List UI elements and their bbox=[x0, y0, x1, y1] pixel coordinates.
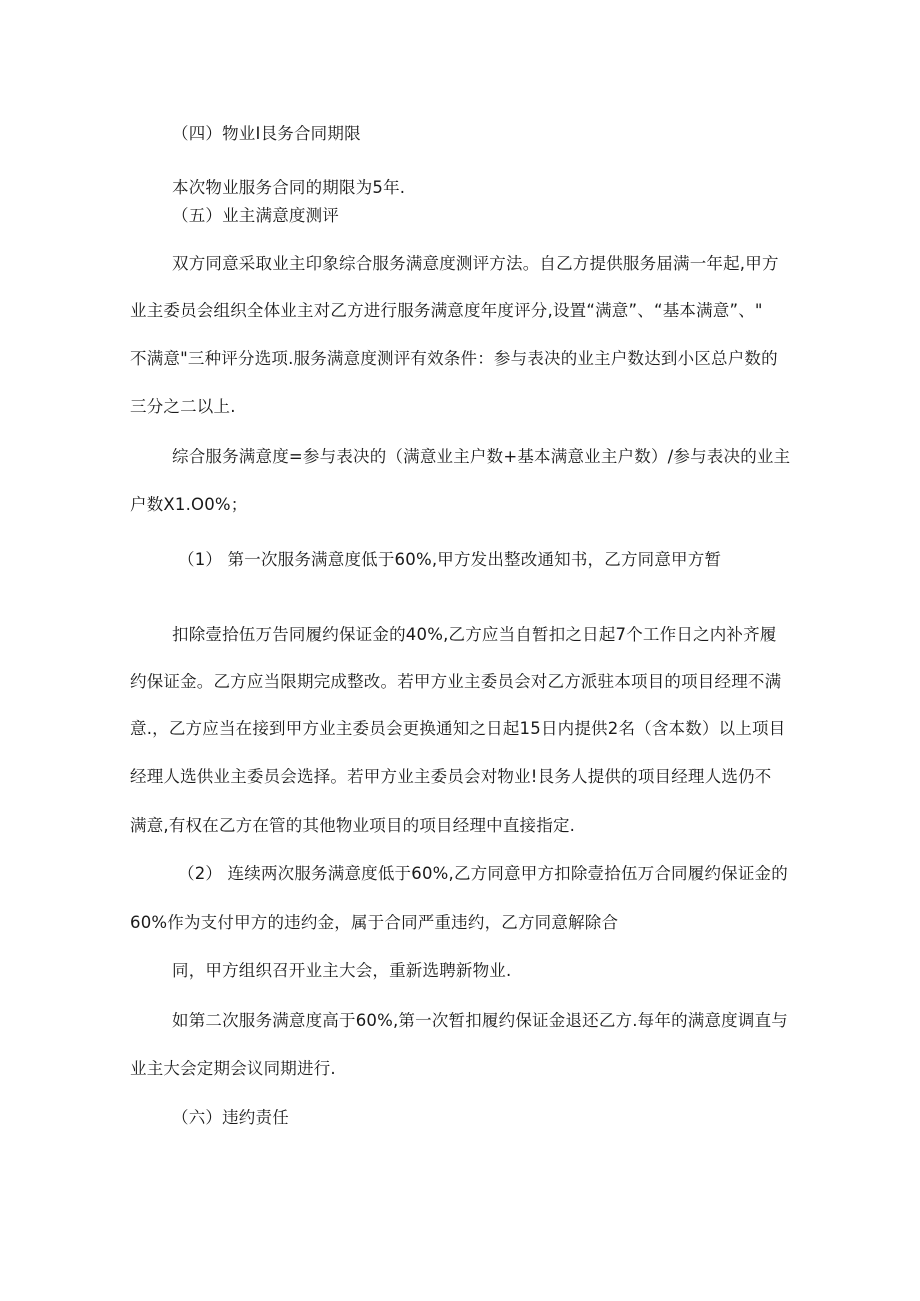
paragraph-line: 户数X1.O0%； bbox=[130, 495, 248, 514]
paragraph-line: 60%作为支付甲方的违约金，属于合同严重违约，乙方同意解除合 bbox=[130, 913, 619, 932]
paragraph-line: 扣除壹拾伍万告同履约保证金的40%,乙方应当自暂扣之日起7个工作日之内补齐履 bbox=[172, 625, 777, 644]
paragraph-line: 三分之二以上. bbox=[130, 397, 236, 416]
paragraph-line: 意.，乙方应当在接到甲方业主委员会更换通知之日起15日内提供2名（含本数）以上项目 bbox=[130, 719, 786, 738]
paragraph-line: 综合服务满意度=参与表决的（满意业主户数+基本满意业主户数）/参与表决的业主 bbox=[172, 447, 791, 466]
paragraph-line: 业主大会定期会议同期进行. bbox=[130, 1059, 336, 1078]
section-4-body: 本次物业服务合同的期限为5年. bbox=[172, 178, 406, 197]
paragraph-line: 如第二次服务满意度高于60%,第一次暂扣履约保证金退还乙方.每年的满意度调直与 bbox=[172, 1011, 788, 1030]
paragraph-line: 同，甲方组织召开业主大会，重新选聘新物业. bbox=[172, 961, 512, 980]
paragraph-line: 不满意"三种评分选项.服务满意度测评有效条件：参与表决的业主户数达到小区总户数的 bbox=[130, 349, 778, 368]
list-item-2: （2） 连续两次服务满意度低于60%,乙方同意甲方扣除壹拾伍万合同履约保证金的 bbox=[178, 864, 788, 883]
paragraph-line: 约保证金。乙方应当限期完成整改。若甲方业主委员会对乙方派驻本项目的项目经理不满 bbox=[130, 672, 782, 691]
paragraph-line: 满意,有权在乙方在管的其他物业项目的项目经理中直接指定. bbox=[130, 816, 576, 835]
section-6-heading: （六）违约责任 bbox=[172, 1108, 289, 1127]
paragraph-line: 经理人选供业主委员会选择。若甲方业主委员会对物业!艮务人提供的项目经理人选仍不 bbox=[130, 767, 772, 786]
paragraph-line: 业主委员会组织全体业主对乙方进行服务满意度年度评分,设置“满意”、“基本满意”、" bbox=[130, 301, 763, 320]
section-4-heading: （四）物业I艮务合同期限 bbox=[172, 124, 361, 143]
list-item-1: （1） 第一次服务满意度低于60%,甲方发出整改通知书，乙方同意甲方暂 bbox=[178, 550, 722, 569]
paragraph-line: 双方同意采取业主印象综合服务满意度测评方法。自乙方提供服务届满一年起,甲方 bbox=[172, 254, 779, 273]
section-5-heading: （五）业主满意度测评 bbox=[172, 206, 339, 225]
